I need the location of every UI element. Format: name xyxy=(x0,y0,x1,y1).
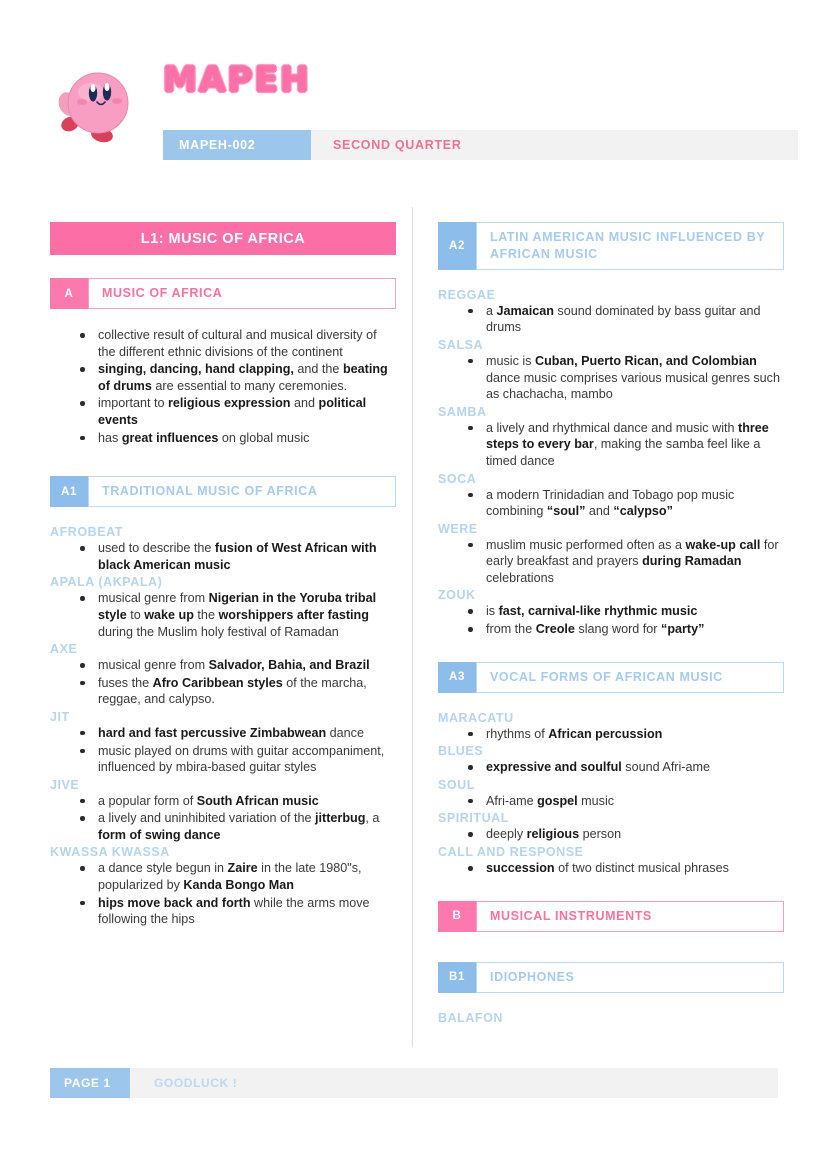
page-number-badge: PAGE 1 xyxy=(50,1068,130,1098)
section-header-a1 xyxy=(50,476,396,507)
bullet-item: has great influences on global music xyxy=(50,430,396,447)
bullet-item: a lively and uninhibited variation of the jitterbug, a form of swing dance xyxy=(50,810,396,843)
bullet-item: deeply religious person xyxy=(438,826,784,843)
section-tag: A xyxy=(50,278,88,309)
bullet-item: musical genre from Nigerian in the Yoruba tribal style to wake up the worshippers after fasting during the Muslim holy festival of Ramadan xyxy=(50,590,396,640)
bullet-item: music played on drums with guitar accompaniment, influenced by mbira-based guitar styles xyxy=(50,743,396,776)
bullet-item: hard and fast percussive Zimbabwean dance xyxy=(50,725,396,742)
bullet-item: Afri-ame gospel music xyxy=(438,793,784,810)
quarter-label: SECOND QUARTER xyxy=(333,138,462,152)
bullet-item: is fast, carnival-like rhythmic music xyxy=(438,603,784,620)
subheading: APALA (AKPALA) xyxy=(50,575,163,590)
section-header-a2 xyxy=(438,222,784,270)
bullet-list xyxy=(438,420,784,470)
bullet-list xyxy=(438,860,784,877)
subheading: MARACATU xyxy=(438,710,514,725)
subheading: BLUES xyxy=(438,744,484,759)
bullet-list xyxy=(50,657,396,708)
bullet-item: succession of two distinct musical phrases xyxy=(438,860,784,877)
section-title: MUSICAL INSTRUMENTS xyxy=(476,901,784,932)
bullet-item: expressive and soulful sound Afri-ame xyxy=(438,759,784,776)
bullet-item: fuses the Afro Caribbean styles of the marcha, reggae, and calypso. xyxy=(50,675,396,708)
subheading: BALAFON xyxy=(438,1010,503,1025)
bullet-list xyxy=(50,793,396,844)
bullet-item: a lively and rhythmical dance and music with three steps to every bar, making the samba feel like a timed dance xyxy=(438,420,784,470)
bullet-list xyxy=(50,540,396,573)
section-title: LATIN AMERICAN MUSIC INFLUENCED BY AFRICAN MUSIC xyxy=(476,222,784,270)
bullet-item: a Jamaican sound dominated by bass guitar and drums xyxy=(438,303,784,336)
bullet-item: a popular form of South African music xyxy=(50,793,396,810)
subheading: KWASSA KWASSA xyxy=(50,845,170,860)
subheading: SOUL xyxy=(438,777,475,792)
subheading: SOCA xyxy=(438,471,477,486)
bullet-item: rhythms of African percussion xyxy=(438,726,784,743)
subheading: CALL AND RESPONSE xyxy=(438,845,584,860)
section-header-b xyxy=(438,901,784,932)
bullet-item: muslim music performed often as a wake-up call for early breakfast and prayers during Ramadan celebrations xyxy=(438,537,784,587)
bullet-item: used to describe the fusion of West African with black American music xyxy=(50,540,396,573)
bullet-list xyxy=(50,590,396,640)
subheading: REGGAE xyxy=(438,287,496,302)
bullet-item: a dance style begun in Zaire in the late 1980"s, popularized by Kanda Bongo Man xyxy=(50,860,396,893)
bullet-list xyxy=(438,726,784,743)
section-title: MUSIC OF AFRICA xyxy=(88,278,396,309)
section-a2-content xyxy=(438,288,784,638)
bullet-list xyxy=(50,725,396,776)
section-header-b1 xyxy=(438,962,784,993)
spacer xyxy=(438,642,784,662)
bullet-item: a modern Trinidadian and Tobago pop music combining “soul” and “calypso” xyxy=(438,487,784,520)
subheading: JIT xyxy=(50,709,70,724)
bullet-list xyxy=(438,826,784,843)
bullet-list xyxy=(438,353,784,403)
section-tag: A3 xyxy=(438,662,476,693)
section-title: VOCAL FORMS OF AFRICAN MUSIC xyxy=(476,662,784,693)
bullet-list xyxy=(50,860,396,927)
section-tag: A2 xyxy=(438,222,476,270)
subheading: AFROBEAT xyxy=(50,525,123,540)
subheading: ZOUK xyxy=(438,588,476,603)
section-a3-content xyxy=(438,711,784,877)
footer-note: GOODLUCK ! xyxy=(154,1076,238,1090)
page-footer xyxy=(50,1068,778,1098)
right-column xyxy=(438,222,784,1029)
section-tag: A1 xyxy=(50,476,88,507)
bullet-item: musical genre from Salvador, Bahia, and Brazil xyxy=(50,657,396,674)
section-tag: B1 xyxy=(438,962,476,993)
bullet-item: hips move back and forth while the arms move following the hips xyxy=(50,895,396,928)
column-divider xyxy=(412,207,413,1047)
bullet-list xyxy=(438,537,784,587)
spacer xyxy=(50,450,396,476)
section-b1-content xyxy=(438,1011,784,1025)
header-banner xyxy=(163,130,798,160)
bullet-item: important to religious expression and political events xyxy=(50,395,396,428)
left-column xyxy=(50,222,396,932)
kirby-icon xyxy=(57,62,137,144)
spacer xyxy=(438,881,784,901)
section-a-content xyxy=(50,327,396,446)
course-code-badge: MAPEH-002 xyxy=(163,130,311,160)
bullet-list xyxy=(438,487,784,520)
subheading: WERE xyxy=(438,521,478,536)
section-tag: B xyxy=(438,901,476,932)
subheading: SPIRITUAL xyxy=(438,811,509,826)
section-header-a xyxy=(50,278,396,309)
bullet-list xyxy=(438,603,784,637)
subheading: SAMBA xyxy=(438,404,487,419)
bullet-item: singing, dancing, hand clapping, and the beating of drums are essential to many ceremonies. xyxy=(50,361,396,394)
spacer xyxy=(438,950,784,962)
page-title: MAPEH xyxy=(163,60,311,100)
bullet-item: collective result of cultural and musical diversity of the different ethnic divisions of the continent xyxy=(50,327,396,360)
bullet-list xyxy=(438,759,784,776)
bullet-item: from the Creole slang word for “party” xyxy=(438,621,784,638)
section-header-a3 xyxy=(438,662,784,693)
bullet-list xyxy=(438,793,784,810)
bullet-list xyxy=(438,303,784,336)
subheading: JIVE xyxy=(50,777,80,792)
section-title: TRADITIONAL MUSIC OF AFRICA xyxy=(88,476,396,507)
section-a1-content xyxy=(50,525,396,928)
bullet-item: music is Cuban, Puerto Rican, and Colombian dance music comprises various musical genres such as chachacha, mambo xyxy=(438,353,784,403)
page-header xyxy=(0,52,828,162)
lesson-banner: L1: MUSIC OF AFRICA xyxy=(50,222,396,255)
subheading: SALSA xyxy=(438,337,484,352)
section-title: IDIOPHONES xyxy=(476,962,784,993)
bullet-list xyxy=(50,327,396,446)
subheading: AXE xyxy=(50,642,78,657)
